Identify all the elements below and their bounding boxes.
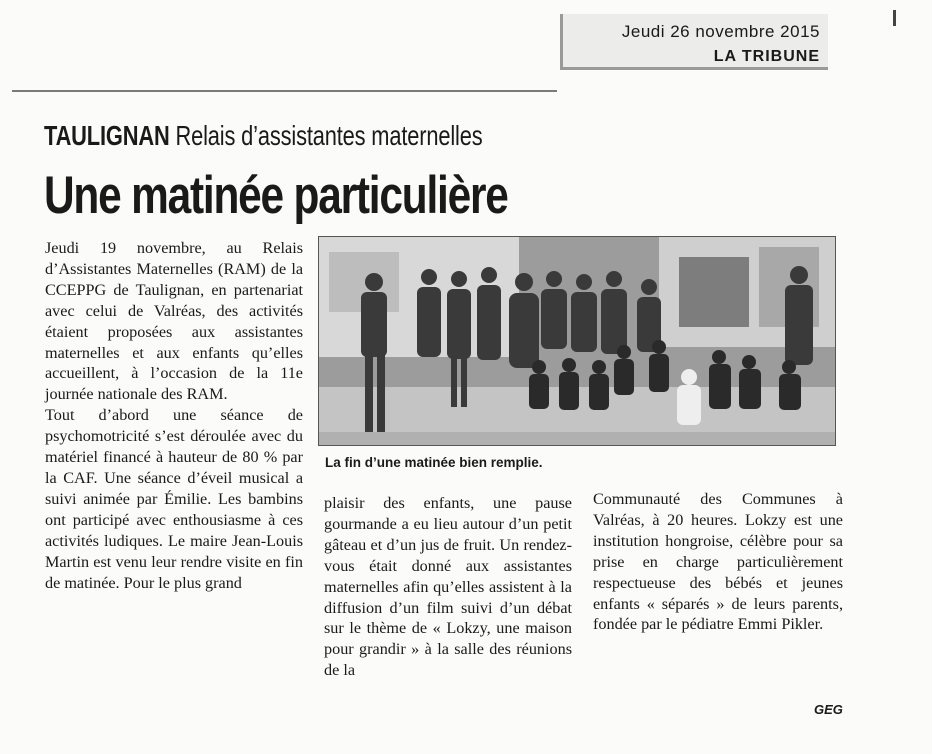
author-signature: GEG xyxy=(814,702,843,717)
article-column-1 xyxy=(45,238,303,593)
article-kicker xyxy=(44,120,482,152)
top-rule xyxy=(12,90,557,92)
paragraph-1: Jeudi 19 novembre, au Relais d’Assistantes Maternelles (RAM) de la CCEPPG de Taulignan, en partenariat avec celui de Valréas, des activités étaient proposées aux assistantes maternelles et aux enfants qu’elles accueillent, à l’occasion de la 11e journée nationale des RAM. xyxy=(45,239,303,404)
margin-mark xyxy=(893,10,896,26)
article-column-3 xyxy=(593,489,843,635)
publication-date: Jeudi 26 novembre 2015 xyxy=(621,22,820,41)
masthead xyxy=(560,14,828,70)
photo-caption: La fin d’une matinée bien remplie. xyxy=(325,455,543,470)
article-photo xyxy=(318,236,836,446)
group-photo-illustration xyxy=(319,237,836,446)
paragraph-2: Tout d’abord une séance de psychomotricité s’est déroulée avec du matériel financé à hauteur de 80 % par la CAF. Une séance d’éveil musical a suivi animée par Émilie. Les bambins ont participé avec enthousiasme à ces activités ludiques. Le maire Jean-Louis Martin est venu leur rendre visite en fin de matinée. Pour le plus grand xyxy=(45,406,303,592)
newspaper-name: LA TRIBUNE xyxy=(713,48,820,65)
article-section: Relais d’assistantes maternelles xyxy=(175,120,483,151)
article-column-2 xyxy=(324,493,572,681)
article-location: TAULIGNAN xyxy=(44,120,170,151)
paragraph-3: plaisir des enfants, une pause gourmande a eu lieu autour d’un petit gâteau et d’un jus de fruit. Un rendez-vous était donné aux assistantes maternelles afin qu’elles assistent à la diffusion d’un film suivi d’un débat sur le thème de « Lokzy, une maison pour grandir » à la salle des réunions de la xyxy=(324,494,572,680)
paragraph-4: Communauté des Communes à Valréas, à 20 heures. Lokzy est une institution hongroise, célèbre pour sa prise en charge particulièrement respectueuse des bébés et jeunes enfants « séparés » de leurs parents, fondée par le pédiatre Emmi Pikler. xyxy=(593,490,843,634)
article-headline: Une matinée particulière xyxy=(44,166,508,225)
